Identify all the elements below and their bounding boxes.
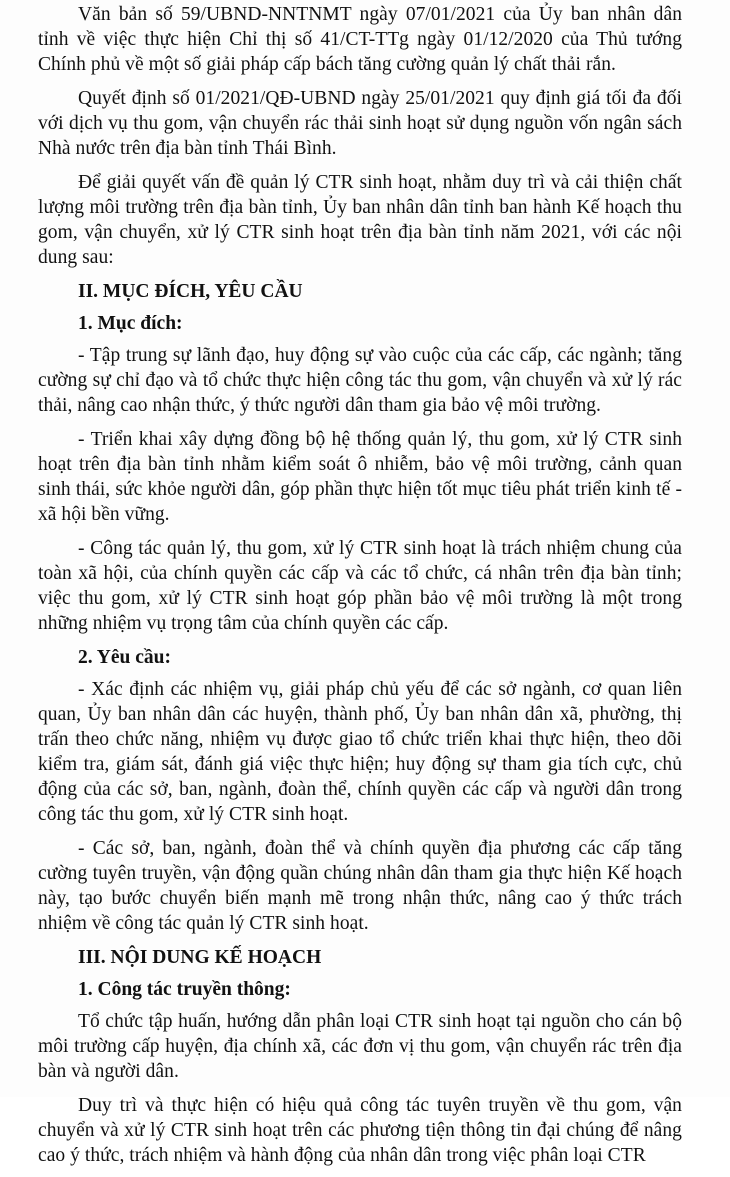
section-heading: II. MỤC ĐÍCH, YÊU CẦU	[78, 281, 303, 302]
section-heading: III. NỘI DUNG KẾ HOẠCH	[78, 947, 322, 968]
paragraph: Duy trì và thực hiện có hiệu quả công tác tuyên truyền về thu gom, vận chuyển và xử lý CTR sinh hoạt trên các phương tiện thông tin đại chúng để nâng cao ý thức, trách nhiệm và hành động của nhân dân trong việc phân loại CTR	[38, 1095, 682, 1166]
paragraph: - Triển khai xây dựng đồng bộ hệ thống quản lý, thu gom, xử lý CTR sinh hoạt trên địa bàn tỉnh nhằm kiểm soát ô nhiễm, bảo vệ môi trường, cảnh quan sinh thái, sức khỏe người dân, góp phần thực hiện tốt mục tiêu phát triển kinh tế - xã hội bền vững.	[38, 429, 682, 525]
subsection-heading: 1. Công tác truyền thông:	[78, 979, 291, 1000]
paragraph: - Các sở, ban, ngành, đoàn thể và chính quyền địa phương các cấp tăng cường tuyên truyền, vận động quần chúng nhân dân tham gia thực hiện Kế hoạch này, tạo bước chuyển biến mạnh mẽ trong nhận thức, nâng cao ý thức trách nhiệm về công tác quản lý CTR sinh hoạt.	[38, 838, 682, 934]
document-body	[38, 2, 682, 1177]
paragraph: - Xác định các nhiệm vụ, giải pháp chủ yếu để các sở ngành, cơ quan liên quan, Ủy ban nhân dân các huyện, thành phố, Ủy ban nhân dân xã, phường, thị trấn theo chức năng, nhiệm vụ được giao tổ chức triển khai thực hiện, theo dõi kiểm tra, giám sát, đánh giá việc thực hiện; huy động sự tham gia tích cực, chủ động của các sở, ban, ngành, đoàn thể, chính quyền các cấp và người dân trong công tác thu gom, xử lý CTR sinh hoạt.	[38, 679, 682, 825]
subsection-heading: 1. Mục đích:	[78, 313, 183, 334]
paragraph: Để giải quyết vấn đề quản lý CTR sinh hoạt, nhằm duy trì và cải thiện chất lượng môi trường trên địa bàn tỉnh, Ủy ban nhân dân tỉnh ban hành Kế hoạch thu gom, vận chuyển, xử lý CTR sinh hoạt trên địa bàn tỉnh năm 2021, với các nội dung sau:	[38, 172, 682, 268]
paragraph: Văn bản số 59/UBND-NNTNMT ngày 07/01/2021 của Ủy ban nhân dân tỉnh về việc thực hiện Chỉ thị số 41/CT-TTg ngày 01/12/2020 của Thủ tướng Chính phủ về một số giải pháp cấp bách tăng cường quản lý chất thải rắn.	[38, 4, 682, 75]
paragraph: - Tập trung sự lãnh đạo, huy động sự vào cuộc của các cấp, các ngành; tăng cường sự chỉ đạo và tổ chức thực hiện công tác thu gom, vận chuyển và xử lý rác thải, nâng cao nhận thức, ý thức người dân tham gia bảo vệ môi trường.	[38, 345, 682, 416]
paragraph: Quyết định số 01/2021/QĐ-UBND ngày 25/01/2021 quy định giá tối đa đối với dịch vụ thu gom, vận chuyển rác thải sinh hoạt sử dụng nguồn vốn ngân sách Nhà nước trên địa bàn tỉnh Thái Bình.	[38, 88, 682, 159]
paragraph: - Công tác quản lý, thu gom, xử lý CTR sinh hoạt là trách nhiệm chung của toàn xã hội, của chính quyền các cấp và các tổ chức, cá nhân trên địa bàn tỉnh; việc thu gom, xử lý CTR sinh hoạt góp phần bảo vệ môi trường là một trong những nhiệm vụ trọng tâm của chính quyền các cấp.	[38, 538, 682, 634]
subsection-heading: 2. Yêu cầu:	[78, 647, 171, 668]
paragraph: Tổ chức tập huấn, hướng dẫn phân loại CTR sinh hoạt tại nguồn cho cán bộ môi trường cấp huyện, địa chính xã, các đơn vị thu gom, vận chuyển rác trên địa bàn và người dân.	[38, 1011, 682, 1082]
